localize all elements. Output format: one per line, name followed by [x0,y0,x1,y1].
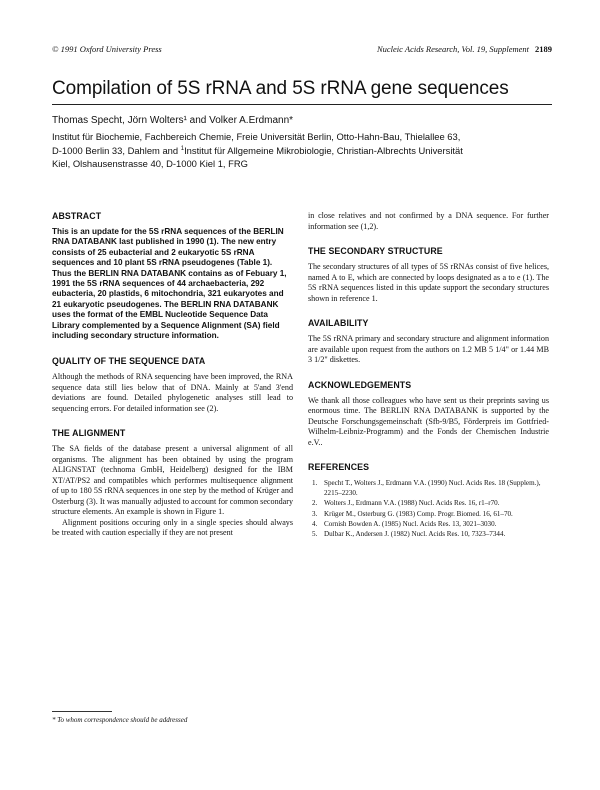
availability-heading: AVAILABILITY [308,318,369,328]
journal-citation [377,44,552,54]
alignment-paragraph-1: The SA fields of the database present a universal alignment of all organisms. The alignment has been obtained by using the program ALIGNSTAT (technoma GmbH, Heidelberg) designed for the IBM XT/AT/PS2 and compatibles which performes multisequence alignment of up to 180 5S rRNA sequences in one step by the method of Krüger and Osterburg (3). It was manually adjusted to account for common secondary structure elements. An example is shown in Figure 1. [52,444,293,517]
reference-number: 2. [312,499,318,508]
correspondence-footnote: * To whom correspondence should be addressed [52,716,188,724]
affiliation-line-2a: D-1000 Berlin 33, Dahlem and [52,145,181,157]
title-rule [52,104,552,105]
quality-heading: QUALITY OF THE SEQUENCE DATA [52,356,206,367]
reference-text: Dulbar K., Andersen J. (1982) Nucl. Acids Res. 10, 7323–7344. [324,530,506,539]
reference-list [308,478,549,539]
acknowledgements-heading: ACKNOWLEDGEMENTS [308,379,412,390]
reference-number: 3. [312,509,318,518]
author-list: Thomas Specht, Jörn Wolters¹ and Volker A.Erdmann* [52,115,294,126]
continued-text: in close relatives and not confirmed by a DNA sequence. For further information see (1,2). [308,211,549,231]
secondary-heading: THE SECONDARY STRUCTURE [308,246,443,256]
abstract-section [52,211,293,341]
reference-item [308,498,549,508]
affiliation-line-1: Institut für Biochemie, Fachbereich Chemie, Freie Universität Berlin, Otto-Hahn-Bau, Thielallee 63, [52,131,461,142]
abstract-heading: ABSTRACT [52,211,102,221]
reference-number: 1. [312,479,318,487]
availability-text: The 5S rRNA primary and secondary structure and alignment information are available upon request from the authors on 1.2 MB 5 1/4" or 1.44 MB 3 1/2" diskettes. [308,334,549,364]
reference-number: 4. [312,519,318,528]
alignment-paragraph-2: Alignment positions occuring only in a single species should always be treated with caution especially if they are not present [52,517,293,538]
copyright-line: © 1991 Oxford University Press [52,44,162,54]
secondary-section [308,246,549,304]
footnote-rule [52,711,112,712]
affiliation-block [52,131,552,170]
availability-section [308,318,549,366]
affiliation-marker: 1 [180,146,185,153]
alignment-section [52,428,293,539]
reference-item [308,509,549,519]
reference-item [308,529,549,539]
references-section [308,462,549,539]
reference-text: Specht T., Wolters J., Erdmann V.A. (1990) Nucl. Acids Res. 18 (Supplem.), 2215–2230. [324,479,541,498]
reference-text: Krüger M., Osterburg G. (1983) Comp. Progr. Biomed. 16, 61–70. [324,509,513,518]
reference-text: Wolters J., Erdmann V.A. (1988) Nucl. Acids Res. 16, r1–r70. [324,499,500,508]
affiliation-line-2b: Institut für Allgemeine Mikrobiologie, Christian-Albrechts Universität [184,145,463,157]
secondary-text: The secondary structures of all types of 5S rRNAs consist of five helices, named A to E, which are connected by loops designated as a to e (1). The 5S rRNA sequences listed in this update support the secondary structures shown in reference 1. [308,262,549,303]
quality-section [52,356,293,414]
right-column [308,211,549,539]
abstract-text: This is an update for the 5S rRNA sequences of the BERLIN RNA DATABANK last published in 1990 (1). The new entry consists of 25 eubacterial and 2 eukaryotic 5S rRNA sequences and 10 plant 5S rRNA pseudogenes (Table 1). Thus the BERLIN RNA DATABANK contains as of Febuary 1, 1991 the 5S rRNA sequences of 44 archaebacteria, 292 eubacteria, 20 plastids, 6 mitochondria, 321 eukaryotes and 21 eukaryotic pseudogenes. The BERLIN RNA DATABANK uses the format of the EMBL Nucleotide Sequence Data Library complemented by a Sequence Alignment (SA) field including secondary structure information. [52,227,287,341]
left-column [52,211,293,539]
reference-number: 5. [312,530,318,539]
references-heading: REFERENCES [308,462,370,472]
acknowledgements-text: We thank all those colleagues who have sent us their preprints saving us enormous time. The BERLIN RNA DATABANK is supported by the Deutsche Forschungsgemeinschaft (Sfb-9/B5, Förderpreis im Gottfried-Wilhelm-Leibniz-Programm) and the Fonds der Chemischen Industrie e.V.. [308,395,549,447]
quality-text: Although the methods of RNA sequencing have been improved, the RNA sequence data still lies below that of DNA. Mainly at 5'and 3'end deviations are found. Detailed phylogenetic analyses still lead to sequencing errors. For detailed information see (2). [52,372,293,413]
alignment-heading: THE ALIGNMENT [52,428,126,439]
acknowledgements-section [308,380,549,449]
affiliation-line-3: Kiel, Olshausenstrasse 40, D-1000 Kiel 1, FRG [52,157,248,169]
affiliation-line-2 [52,143,552,158]
running-header [52,44,552,58]
journal-name: Nucleic Acids Research, Vol. 19, Supplement [376,44,529,54]
paper-title: Compilation of 5S rRNA and 5S rRNA gene sequences [52,78,509,99]
reference-text: Cornish Bowden A. (1985) Nucl. Acids Res. 13, 3021–3030. [324,519,497,528]
reference-item [308,478,549,498]
page-number: 2189 [535,44,552,54]
reference-item [308,519,549,529]
